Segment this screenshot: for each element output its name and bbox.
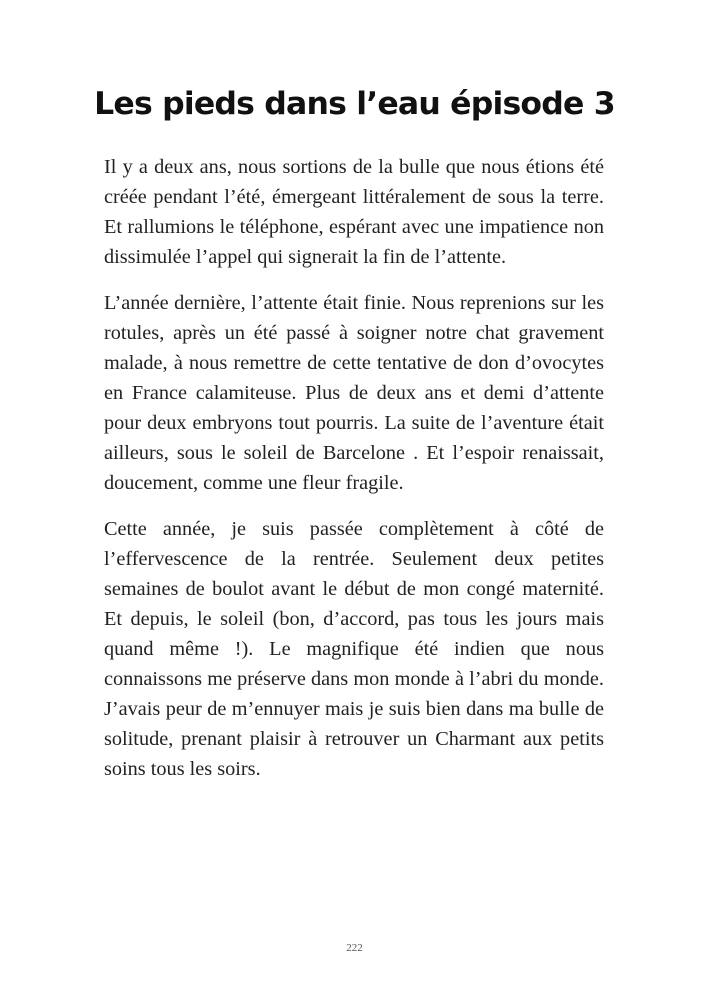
paragraph-2: L’année dernière, l’attente était finie. Nous reprenions sur les rotules, après un été passé à soigner notre chat gravement malade, à nous remettre de cette tentative de don d’ovocytes en France calamiteuse. Plus de deux ans et demi d’attente pour deux embryons tout pourris. La suite de l’aventure était ailleurs, sous le soleil de Barcelone . Et l’espoir renaissait, doucement, comme une fleur fragile. <box>104 292 604 494</box>
body-text <box>104 152 604 800</box>
page-number: 222 <box>346 942 363 954</box>
paragraph-3: Cette année, je suis passée complètement à côté de l’effervescence de la rentrée. Seulement deux petites semaines de boulot avant le début de mon congé maternité. Et depuis, le soleil (bon, d’accord, pas tous les jours mais quand même !). Le magnifique été indien que nous connaissons me préserve dans mon monde à l’abri du monde. J’avais peur de m’ennuyer mais je suis bien dans ma bulle de solitude, prenant plaisir à retrouver un Charmant aux petits soins tous les soirs. <box>104 518 604 780</box>
paragraph-1: Il y a deux ans, nous sortions de la bulle que nous étions été créée pendant l’été, émergeant littéralement de sous la terre. Et rallumions le téléphone, espérant avec une impatience non dissimulée l’appel qui signerait la fin de l’attente. <box>104 156 604 268</box>
chapter-title: Les pieds dans l’eau épisode 3 <box>94 86 615 122</box>
